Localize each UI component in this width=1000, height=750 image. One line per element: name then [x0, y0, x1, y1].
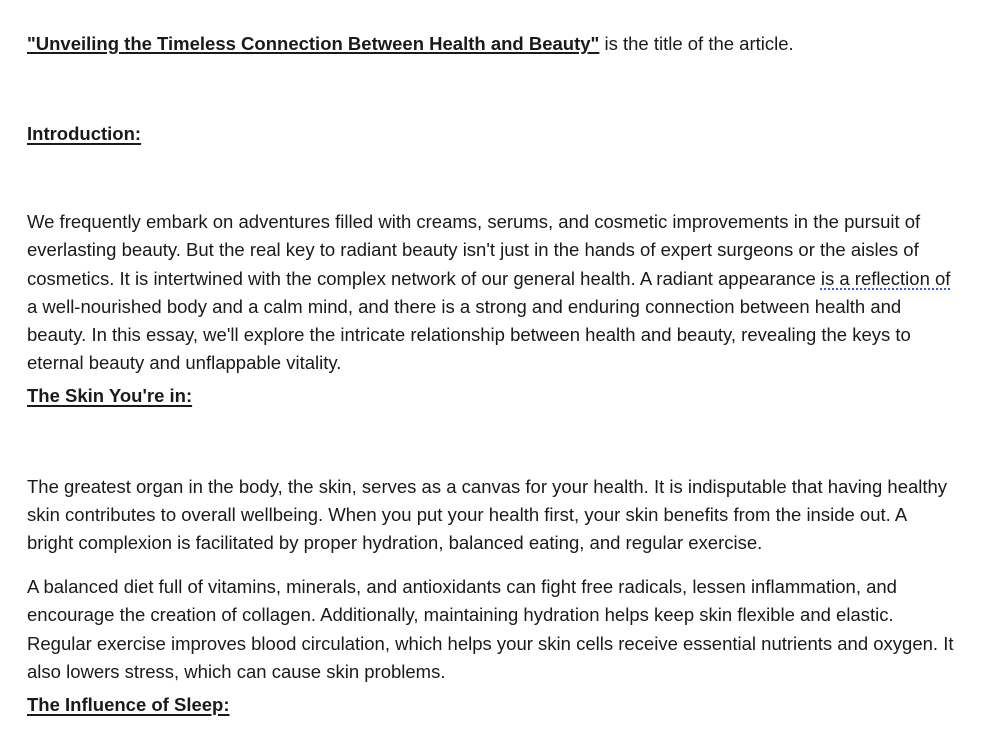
- intro-text-after: a well-nourished body and a calm mind, and there is a strong and enduring connection between health and beauty. In this essay, we'll explore the intricate relationship between health and beauty, revealing the keys to eternal beauty and unflappable vitality.: [27, 295, 911, 374]
- document-body[interactable]: [27, 30, 957, 719]
- title-suffix: is the title of the article.: [599, 33, 794, 54]
- introduction-paragraph: [27, 208, 957, 377]
- sleep-heading: The Influence of Sleep:: [27, 694, 230, 716]
- skin-paragraph-2: A balanced diet full of vitamins, minerals, and antioxidants can fight free radicals, lessen inflammation, and encourage the creation of collagen. Additionally, maintaining hydration helps keep skin flexible and elastic. Regular exercise improves blood circulation, which helps your skin cells receive essential nutrients and oxygen. It also lowers stress, which can cause skin problems.: [27, 576, 954, 682]
- skin-paragraph-1: The greatest organ in the body, the skin, serves as a canvas for your health. It is indisputable that having healthy skin contributes to overall wellbeing. When you put your health first, your skin benefits from the inside out. A bright complexion is facilitated by proper hydration, balanced eating, and regular exercise.: [27, 475, 948, 554]
- grammar-flagged-phrase[interactable]: is a reflection of: [820, 267, 951, 289]
- article-title: "Unveiling the Timeless Connection Between Health and Beauty": [27, 33, 600, 54]
- introduction-heading: Introduction:: [27, 123, 142, 144]
- intro-text-before: We frequently embark on adventures filled with creams, serums, and cosmetic improvements in the pursuit of everlasting beauty. But the real key to radiant beauty isn't just in the hands of expert surgeons or the aisles of cosmetics. It is intertwined with the complex network of our general health. A radiant appearance: [27, 211, 921, 289]
- skin-heading: The Skin You're in:: [27, 385, 193, 407]
- title-line: [27, 30, 957, 58]
